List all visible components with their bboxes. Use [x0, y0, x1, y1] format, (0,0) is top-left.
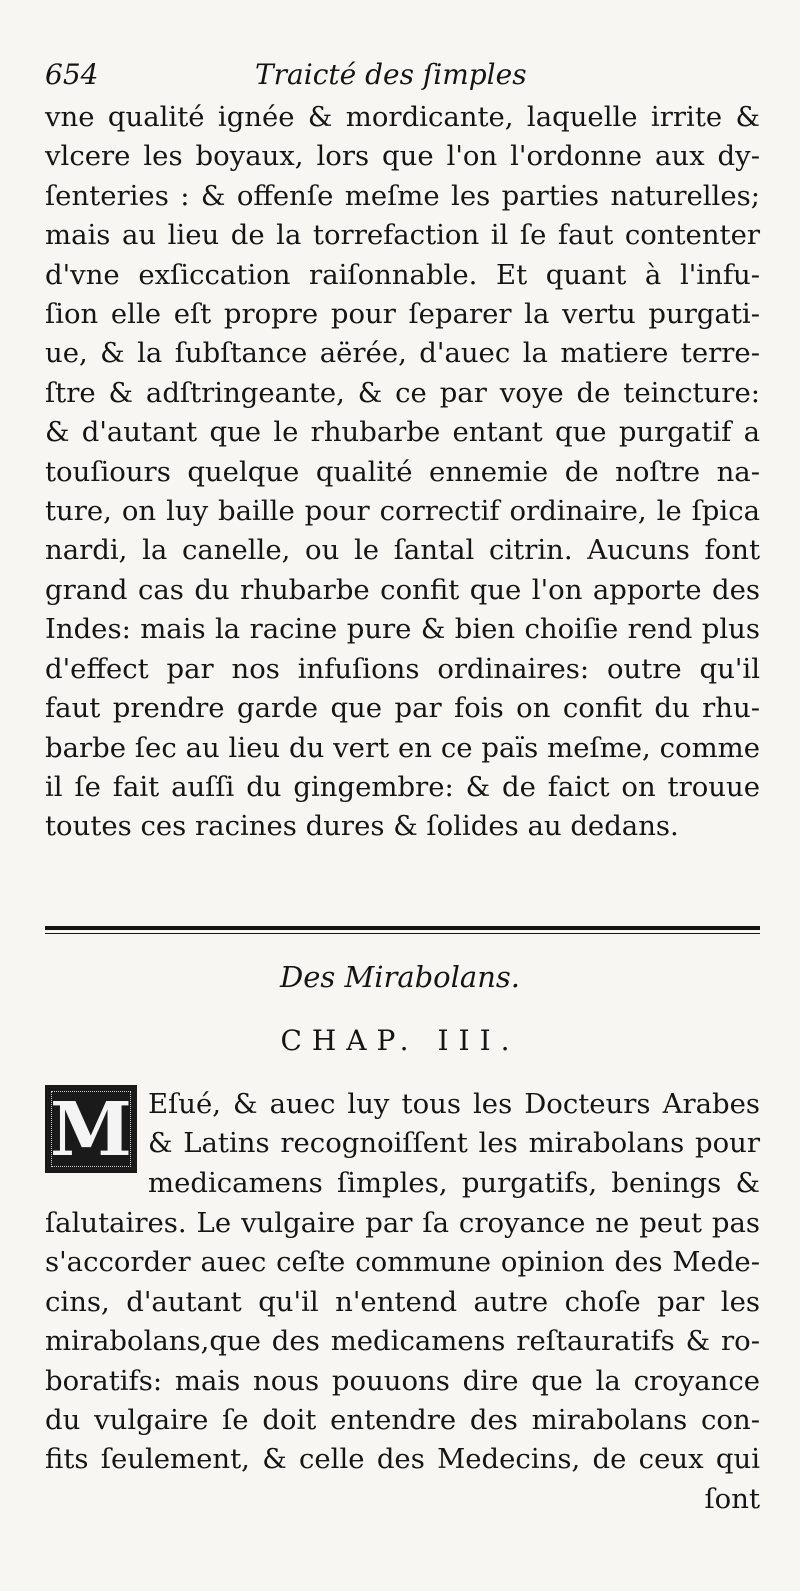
- text-line: boratifs: mais nous pouuons dire que la croyance: [45, 1364, 760, 1397]
- text-line: vne qualité ignée & mordicante, laquelle irrite &: [45, 101, 760, 133]
- text-line: mirabolans,que des medicamens reſtauratifs & ro-: [45, 1325, 760, 1358]
- chapter-body-text: [45, 1204, 760, 1519]
- page-number: 654: [45, 58, 99, 91]
- decorated-initial-icon: [45, 1085, 137, 1173]
- page-header: [45, 58, 765, 98]
- text-line: fits ſeulement, & celle des Medecins, de ceux qui: [45, 1443, 760, 1476]
- text-line: & Latins recognoiſſent les mirabolans pour: [148, 1127, 760, 1160]
- text-line: nardi, la canelle, ou le ſantal citrin. Aucuns font: [45, 534, 760, 567]
- section-rule-thin: [45, 933, 760, 934]
- text-line: il ſe fait auſſi du gingembre: & de faict on trouue: [45, 770, 760, 803]
- text-line: toutes ces racines dures & ſolides au dedans.: [45, 810, 679, 843]
- text-line: Eſué, & auec luy tous les Docteurs Arabes: [148, 1088, 760, 1120]
- text-line: du vulgaire ſe doit entendre des mirabolans con-: [45, 1404, 760, 1437]
- text-line: medicamens ſimples, purgatifs, benings &: [148, 1166, 760, 1199]
- text-line: ue, & la ſubſtance aërée, d'auec la matiere terre-: [45, 337, 760, 370]
- text-line: grand cas du rhubarbe confit que l'on apporte des: [45, 573, 760, 606]
- text-line: ſtre & adſtringeante, & ce par voye de teincture:: [45, 376, 760, 409]
- text-line: faut prendre garde que par fois on confit du rhu-: [45, 692, 760, 725]
- body-text-continued: [45, 98, 760, 847]
- catchword: ſont: [704, 1482, 760, 1515]
- text-line: & d'autant que le rhubarbe entant que purgatif a: [45, 416, 760, 449]
- text-line: touſiours quelque qualité ennemie de noſtre na-: [45, 455, 760, 488]
- text-line: d'effect par nos infuſions ordinaires: outre qu'il: [45, 652, 760, 685]
- text-line: ſalutaires. Le vulgaire par ſa croyance ne peut pas: [45, 1207, 760, 1239]
- text-line: ſenteries : & offenſe meſme les parties naturelles;: [45, 179, 760, 212]
- text-line: ture, on luy baille pour correctif ordinaire, le ſpica: [45, 495, 760, 528]
- text-line: d'vne exſiccation raiſonnable. Et quant à l'infu-: [45, 258, 760, 291]
- chapter-opening-lines: [148, 1085, 760, 1203]
- text-line: Indes: mais la racine pure & bien choiſie rend plus: [45, 613, 760, 646]
- text-line: vlcere les boyaux, lors que l'on l'ordonne aux dy-: [45, 140, 760, 173]
- chapter-heading: CHAP. III.: [280, 1024, 520, 1057]
- running-title: Traicté des ſimples: [255, 58, 527, 91]
- text-line: ſion elle eſt propre pour ſeparer la vertu purgati-: [45, 298, 760, 331]
- text-line: mais au lieu de la torrefaction il ſe faut contenter: [45, 219, 760, 252]
- text-line: cins, d'autant qu'il n'entend autre choſe par les: [45, 1285, 760, 1318]
- initial-letter: M: [50, 1087, 132, 1173]
- text-line: barbe ſec au lieu du vert en ce païs meſme, comme: [45, 731, 760, 764]
- section-title: Des Mirabolans.: [279, 960, 520, 994]
- text-line: s'accorder auec ceſte commune opinion des Mede-: [45, 1246, 760, 1279]
- section-rule-thick: [45, 926, 760, 930]
